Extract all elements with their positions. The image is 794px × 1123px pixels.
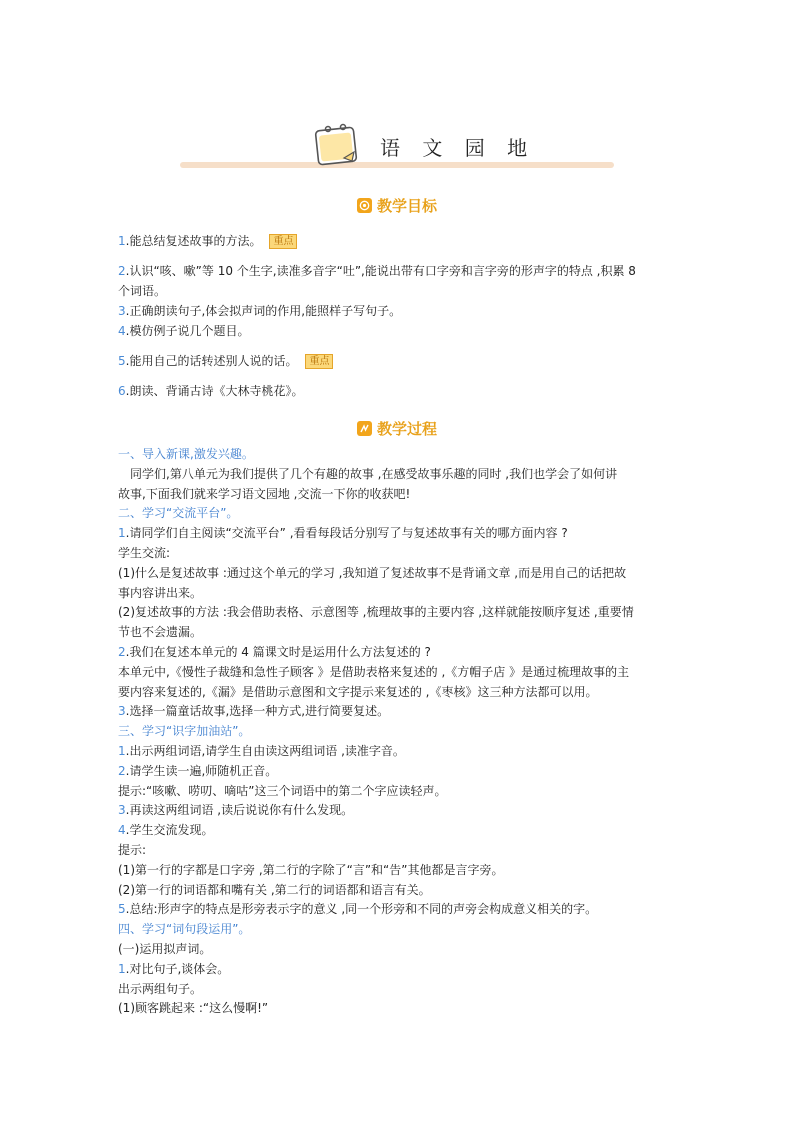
item-number: 3 — [118, 304, 126, 318]
item-number: 1 — [118, 526, 126, 541]
item-number: 1 — [118, 744, 126, 758]
page-header — [180, 118, 614, 174]
line-text: .请学生读一遍,师随机正音。 — [125, 763, 278, 778]
line-text: 同学们,第八单元为我们提供了几个有趣的故事 ,在感受故事乐趣的同时 ,我们也学会了如何讲 — [118, 466, 618, 481]
text-line — [118, 1000, 268, 1016]
line-text: 三、学习“识字加油站”。 — [118, 724, 251, 739]
text-line — [118, 882, 431, 898]
text-line — [118, 664, 629, 680]
section-subheading — [118, 921, 250, 937]
key-point-badge: 重点 — [269, 234, 297, 249]
key-point-badge: 重点 — [305, 354, 333, 369]
text-line — [118, 323, 249, 339]
text-line — [118, 822, 213, 838]
text-line — [118, 763, 277, 779]
section-subheading — [118, 505, 238, 521]
text-line — [118, 585, 202, 601]
line-text: 个词语。 — [118, 284, 167, 298]
text-line — [118, 842, 146, 858]
item-number: 2 — [118, 645, 126, 659]
line-text: 节也不会遗漏。 — [118, 625, 203, 640]
line-text: 事内容讲出来。 — [118, 585, 203, 600]
line-text: 一、导入新课,激发兴趣。 — [118, 447, 254, 461]
line-text: 二、学习“交流平台”。 — [118, 506, 239, 521]
line-text: .请同学们自主阅读“交流平台” ,看看每段话分别写了与复述故事有关的哪方面内容 ? — [125, 526, 568, 541]
text-line — [118, 353, 333, 369]
line-text: 故事,下面我们就来学习语文园地 ,交流一下你的收获吧! — [118, 486, 411, 501]
item-number: 5 — [118, 902, 126, 917]
section-subheading — [118, 446, 254, 462]
item-number: 2 — [118, 763, 126, 778]
line-text: (2)复述故事的方法 :我会借助表格、示意图等 ,梳理故事的主要内容 ,这样就能按顺序复述 ,重要情 — [118, 605, 634, 620]
text-line — [118, 466, 617, 482]
line-text: (1)什么是复述故事 :通过这个单元的学习 ,我知道了复述故事不是背诵文章 ,而是用自己的话把故 — [118, 565, 627, 580]
line-text: .总结:形声字的特点是形旁表示字的意义 ,同一个形旁和不同的声旁会构成意义相关的字。 — [125, 902, 598, 917]
process-heading-label: 教学过程 — [376, 420, 437, 438]
text-line — [118, 684, 597, 700]
header-underline — [180, 162, 614, 168]
line-text: (一)运用拟声词。 — [118, 942, 212, 956]
text-line — [118, 941, 211, 957]
page-title: 语 文 园 地 — [380, 136, 536, 160]
line-text: (1)第一行的字都是口字旁 ,第二行的字除了“言”和“告”其他都是言字旁。 — [118, 862, 504, 877]
text-line — [118, 703, 389, 719]
text-line — [118, 545, 170, 561]
line-text: .能总结复述故事的方法。 — [125, 234, 262, 248]
text-line — [118, 901, 597, 917]
text-line — [118, 565, 626, 581]
text-line — [118, 802, 353, 818]
text-line — [118, 233, 297, 249]
line-text: 要内容来复述的,《漏》是借助示意图和文字提示来复述的 ,《枣核》这三种方法都可以用。 — [118, 684, 598, 699]
line-text: .选择一篇童话故事,选择一种方式,进行简要复述。 — [125, 704, 390, 719]
text-line — [118, 263, 636, 279]
text-line — [118, 644, 431, 660]
line-text: (1)顾客跳起来 :“这么慢啊!” — [118, 1001, 269, 1016]
item-number: 3 — [118, 704, 126, 719]
item-number: 2 — [118, 264, 126, 278]
text-line — [118, 783, 446, 799]
item-number: 1 — [118, 961, 126, 976]
text-line — [118, 283, 166, 299]
text-line — [118, 525, 568, 541]
line-text: .正确朗读句子,体会拟声词的作用,能照样子写句子。 — [125, 304, 402, 318]
text-line — [118, 743, 405, 759]
text-line — [118, 624, 202, 640]
line-text: 出示两组句子。 — [118, 981, 203, 996]
line-text: .能用自己的话转述别人说的话。 — [125, 354, 298, 368]
process-icon — [357, 421, 372, 436]
line-text: .模仿例子说几个题目。 — [125, 324, 250, 338]
line-text: .学生交流发现。 — [125, 823, 214, 838]
item-number: 3 — [118, 803, 126, 818]
line-text: 提示: — [118, 843, 147, 857]
line-text: 学生交流: — [118, 546, 171, 560]
line-text: .出示两组词语,请学生自由读这两组词语 ,读准字音。 — [125, 744, 405, 758]
text-line — [118, 981, 202, 997]
process-heading — [0, 418, 794, 439]
goals-heading-label: 教学目标 — [376, 197, 437, 215]
text-line — [118, 862, 504, 878]
line-text: .朗读、背诵古诗《大林寺桃花》。 — [125, 384, 304, 398]
item-number: 6 — [118, 384, 126, 398]
item-number: 1 — [118, 234, 126, 248]
line-text: 四、学习“词句段运用”。 — [118, 922, 251, 937]
item-number: 4 — [118, 823, 126, 838]
line-text: (2)第一行的词语都和嘴有关 ,第二行的词语都和语言有关。 — [118, 882, 431, 897]
line-text: 提示:“咳嗽、唠叨、嘀咕”这三个词语中的第二个字应读轻声。 — [118, 783, 447, 798]
target-icon — [357, 198, 372, 213]
text-line — [118, 604, 634, 620]
line-text: .对比句子,谈体会。 — [125, 961, 230, 976]
text-line — [118, 383, 303, 399]
section-subheading — [118, 723, 250, 739]
text-line — [118, 486, 410, 502]
goals-heading — [0, 195, 794, 216]
text-line — [118, 961, 229, 977]
line-text: .认识“咳、嗽”等 10 个生字,读准多音字“吐”,能说出带有口字旁和言字旁的形声字的特点 ,积累 8 — [125, 264, 636, 278]
line-text: .再读这两组词语 ,读后说说你有什么发现。 — [125, 803, 354, 818]
item-number: 4 — [118, 324, 126, 338]
notebook-icon — [314, 122, 360, 166]
line-text: 本单元中,《慢性子裁缝和急性子顾客 》是借助表格来复述的 ,《方帽子店 》是通过梳理故事的主 — [118, 664, 630, 679]
text-line — [118, 303, 401, 319]
line-text: .我们在复述本单元的 4 篇课文时是运用什么方法复述的 ? — [125, 645, 431, 659]
item-number: 5 — [118, 354, 126, 368]
